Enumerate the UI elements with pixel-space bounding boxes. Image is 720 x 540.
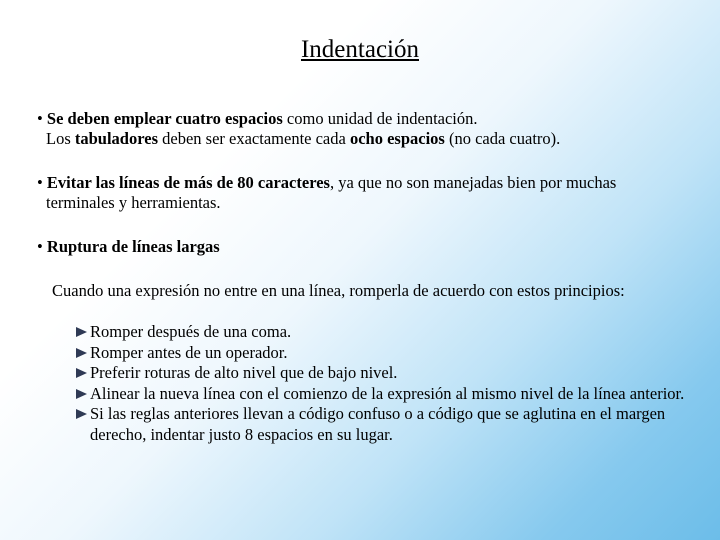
bullet-line-length xyxy=(37,173,697,213)
bullet-marker: • xyxy=(37,109,43,128)
bullet-text: Los xyxy=(46,129,75,148)
arrow-bullet-icon xyxy=(76,389,87,399)
arrow-bullet-icon xyxy=(76,368,87,378)
principles-list xyxy=(76,322,688,445)
list-item: Si las reglas anteriores llevan a código confuso o a código que se aglutina en el margen derecho, indentar justo 8 espacios en su lugar. xyxy=(76,404,688,445)
bullet-emphasis: ocho espacios xyxy=(349,129,445,148)
bullet-text: terminales y herramientas. xyxy=(46,193,221,212)
bullet-marker: • xyxy=(37,237,43,256)
bullet-text: como unidad de indentación. xyxy=(282,109,478,128)
bullet-emphasis: Se deben emplear cuatro espacios xyxy=(46,109,283,128)
list-item: Romper después de una coma. xyxy=(76,322,688,343)
arrow-bullet-icon xyxy=(76,409,87,419)
bullet-text: , ya que no son manejadas bien por muchas xyxy=(329,173,617,192)
bullet-marker: • xyxy=(37,173,43,192)
bullet-indentation-unit xyxy=(37,109,697,149)
bullet-text: (no cada cuatro). xyxy=(444,129,561,148)
breaking-intro: Cuando una expresión no entre en una línea, romperla de acuerdo con estos principios: xyxy=(52,281,625,300)
slide-title: Indentación xyxy=(300,36,419,63)
bullet-emphasis: tabuladores xyxy=(74,129,159,148)
bullet-emphasis: Ruptura de líneas largas xyxy=(46,237,220,256)
list-item: Alinear la nueva línea con el comienzo de la expresión al mismo nivel de la línea anterior. xyxy=(76,384,688,405)
arrow-bullet-icon xyxy=(76,348,87,358)
bullet-line-breaking xyxy=(37,237,697,257)
bullet-text: deben ser exactamente cada xyxy=(158,129,350,148)
bullet-emphasis: Evitar las líneas de más de 80 caracteres xyxy=(46,173,330,192)
list-item: Romper antes de un operador. xyxy=(76,343,688,364)
list-item: Preferir roturas de alto nivel que de bajo nivel. xyxy=(76,363,688,384)
arrow-bullet-icon xyxy=(76,327,87,337)
